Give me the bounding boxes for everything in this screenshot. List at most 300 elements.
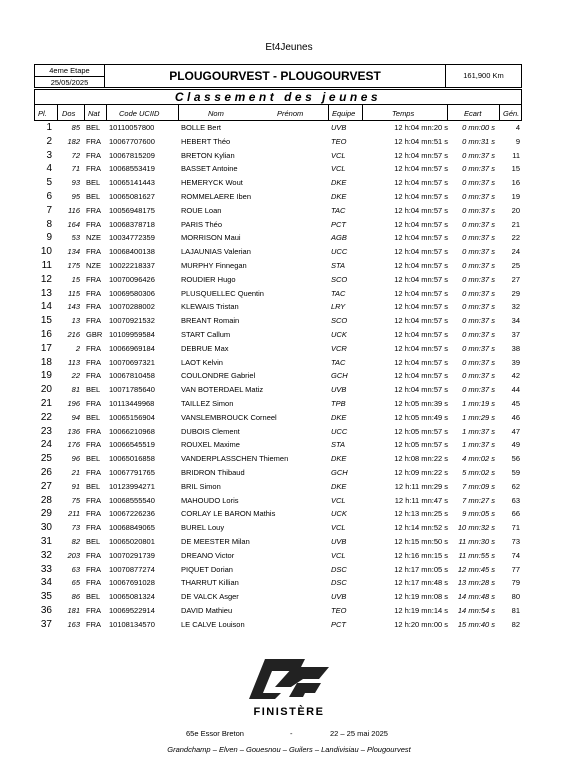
cell-equipe: PCT — [331, 619, 346, 629]
col-header-equipe: Equipe — [332, 109, 356, 118]
cell-uci: 10065081627 — [109, 192, 155, 201]
cell-dos: 81 — [71, 385, 80, 395]
cell-equipe: STA — [331, 440, 346, 450]
cell-ecart: 11 mn:30 s — [458, 537, 495, 546]
cell-pl: 35 — [40, 591, 52, 603]
cell-nom: LAOT Kelvin — [181, 357, 223, 367]
cell-temps: 12 h:04 mn:57 s — [394, 357, 448, 367]
cell-nat: BEL — [86, 123, 101, 132]
cell-dos: 176 — [67, 440, 80, 450]
cell-nom: DE MEESTER Milan — [181, 537, 250, 546]
cell-ecart: 0 mn:37 s — [462, 274, 495, 284]
table-row — [0, 245, 578, 259]
cell-equipe: STA — [331, 261, 346, 270]
table-row — [0, 618, 578, 632]
cell-ecart: 15 mn:40 s — [457, 619, 495, 629]
cell-dos: 94 — [71, 412, 80, 422]
cell-ecart: 11 mn:55 s — [458, 550, 495, 560]
cell-nat: FRA — [86, 606, 101, 615]
cell-nom: DAVID Mathieu — [181, 606, 233, 615]
cell-ecart: 0 mn:37 s — [462, 192, 495, 201]
cell-dos: 22 — [71, 371, 80, 381]
cell-gen: 19 — [511, 192, 520, 201]
stage-date: 25/05/2025 — [50, 78, 89, 87]
cell-gen: 42 — [511, 371, 520, 381]
cell-nat: BEL — [86, 385, 101, 395]
cell-uci: 10070291739 — [109, 550, 155, 560]
cell-nat: FRA — [86, 550, 101, 560]
table-row — [0, 300, 578, 314]
cell-gen: 59 — [511, 468, 520, 477]
cell-equipe: VCL — [331, 495, 346, 505]
cell-dos: 93 — [71, 178, 80, 188]
cell-uci: 10034772359 — [109, 233, 155, 243]
cell-nom: COULONDRE Gabriel — [181, 371, 256, 381]
cell-nom: DE VALCK Asger — [181, 592, 239, 602]
cell-gen: 71 — [511, 523, 520, 533]
cell-equipe: GCH — [331, 371, 348, 381]
stage-info — [35, 65, 105, 87]
cell-equipe: UVB — [331, 123, 347, 132]
cell-dos: 143 — [67, 302, 80, 312]
cell-uci: 10070921532 — [109, 316, 155, 326]
cell-gen: 74 — [511, 550, 520, 560]
cell-equipe: SCO — [331, 274, 348, 284]
cell-nat: FRA — [86, 136, 101, 146]
cell-pl: 22 — [40, 411, 52, 423]
cell-nat: FRA — [86, 357, 101, 367]
cell-nom: DEBRUE Max — [181, 343, 229, 353]
cell-gen: 49 — [511, 440, 520, 450]
cell-pl: 13 — [40, 287, 52, 299]
cell-gen: 34 — [511, 316, 520, 326]
cell-equipe: DKE — [331, 192, 347, 201]
cell-ecart: 0 mn:37 s — [462, 150, 495, 160]
cell-pl: 2 — [46, 135, 52, 147]
cell-temps: 12 h:04 mn:57 s — [394, 385, 448, 395]
cell-nom: LAJAUNIAS Valerian — [181, 247, 251, 257]
cell-nom: ROUXEL Maxime — [181, 440, 240, 450]
cell-pl: 12 — [40, 273, 52, 285]
cell-temps: 12 h:19 mn:08 s — [394, 592, 448, 602]
cell-dos: 164 — [67, 219, 80, 229]
table-row — [0, 425, 578, 439]
cell-temps: 12 h:16 mn:15 s — [394, 550, 448, 560]
cell-uci: 10070096426 — [109, 274, 155, 284]
cell-nat: NZE — [86, 233, 101, 243]
cell-pl: 8 — [46, 218, 52, 230]
cell-ecart: 0 mn:37 s — [462, 219, 495, 229]
cell-uci: 10065020801 — [109, 537, 155, 546]
table-row — [0, 231, 578, 245]
cell-gen: 62 — [511, 481, 520, 491]
cell-pl: 37 — [40, 618, 52, 630]
column-divider — [499, 105, 500, 120]
cell-temps: 12 h:04 mn:57 s — [394, 261, 448, 270]
cell-pl: 21 — [40, 398, 52, 409]
cell-uci: 10067815209 — [109, 150, 155, 160]
cell-uci: 10068553419 — [109, 164, 155, 174]
cell-temps: 12 h:05 mn:49 s — [394, 412, 448, 422]
cell-temps: 12 h:17 mn:48 s — [394, 578, 448, 588]
table-row — [0, 576, 578, 590]
cell-temps: 12 h:05 mn:57 s — [394, 440, 448, 450]
cell-uci: 10070288002 — [109, 302, 155, 312]
cell-equipe: VCL — [331, 523, 346, 533]
cell-temps: 12 h:05 mn:39 s — [394, 399, 448, 408]
cell-dos: 85 — [71, 123, 80, 132]
cell-equipe: DKE — [331, 412, 347, 422]
cell-temps: 12 h:04 mn:57 s — [394, 316, 448, 326]
cell-nat: FRA — [86, 274, 101, 284]
cell-temps: 12 h:04 mn:57 s — [394, 233, 448, 243]
table-row — [0, 273, 578, 287]
event-name: 65e Essor Breton — [186, 729, 244, 738]
cell-nom: ROUDIER Hugo — [181, 274, 236, 284]
cell-uci: 10068555540 — [109, 495, 155, 505]
cell-gen: 79 — [511, 578, 520, 588]
cell-nat: FRA — [86, 343, 101, 353]
cell-gen: 73 — [511, 537, 520, 546]
column-divider — [57, 105, 58, 120]
cell-ecart: 0 mn:37 s — [462, 357, 495, 367]
cell-equipe: TAC — [331, 205, 346, 215]
cell-equipe: VCR — [331, 343, 347, 353]
cell-temps: 12 h:04 mn:57 s — [394, 178, 448, 188]
cell-nom: THARRUT Killian — [181, 578, 239, 588]
cell-uci: 10067810458 — [109, 371, 155, 381]
cell-pl: 6 — [46, 191, 52, 202]
cell-pl: 23 — [40, 425, 52, 437]
cell-nom: BRIL Simon — [181, 481, 221, 491]
cell-nom: START Callum — [181, 330, 231, 339]
cell-pl: 9 — [46, 232, 52, 244]
cell-nat: FRA — [86, 205, 101, 215]
cell-gen: 16 — [511, 178, 520, 188]
cell-dos: 86 — [71, 592, 80, 602]
cell-uci: 10065141443 — [109, 178, 155, 188]
cell-dos: 71 — [71, 164, 80, 174]
cell-nom: VAN BOTERDAEL Matiz — [181, 385, 264, 395]
col-header-temps: Temps — [392, 109, 415, 118]
cell-uci: 10067691028 — [109, 578, 155, 588]
cell-dos: 53 — [71, 233, 80, 243]
cell-pl: 5 — [46, 177, 52, 189]
cell-ecart: 0 mn:37 s — [462, 205, 495, 215]
cell-temps: 12 h:04 mn:57 s — [394, 164, 448, 174]
column-divider — [328, 105, 329, 120]
cell-nat: FRA — [86, 247, 101, 257]
table-row — [0, 535, 578, 549]
column-divider — [362, 105, 363, 120]
cell-ecart: 10 mn:32 s — [457, 523, 495, 533]
cell-pl: 28 — [40, 494, 52, 506]
table-row — [0, 494, 578, 508]
cell-temps: 12 h:15 mn:50 s — [394, 537, 448, 546]
cell-uci: 10067226236 — [109, 509, 155, 519]
table-row — [0, 121, 578, 135]
cell-temps: 12 h:04 mn:57 s — [394, 205, 448, 215]
cell-temps: 12 h:04 mn:57 s — [394, 192, 448, 201]
cell-uci: 10069580306 — [109, 288, 155, 298]
cell-ecart: 0 mn:37 s — [462, 302, 495, 312]
cell-equipe: UCC — [331, 426, 348, 436]
table-row — [0, 176, 578, 190]
cell-dos: 63 — [71, 564, 80, 574]
cell-pl: 32 — [40, 549, 52, 561]
cell-dos: 181 — [67, 606, 80, 615]
cell-ecart: 14 mn:54 s — [457, 606, 495, 615]
cell-nat: BEL — [86, 454, 101, 464]
cell-dos: 73 — [71, 523, 80, 533]
cell-ecart: 0 mn:37 s — [462, 330, 495, 339]
cell-temps: 12 h:09 mn:22 s — [394, 468, 448, 477]
col-header-dos: Dos — [62, 109, 76, 118]
cell-uci: 10065156904 — [109, 412, 155, 422]
cell-ecart: 1 mn:19 s — [462, 399, 495, 408]
column-divider — [521, 105, 522, 120]
table-row — [0, 314, 578, 328]
cell-uci: 10068378718 — [109, 219, 155, 229]
cell-dos: 96 — [71, 454, 80, 464]
cell-dos: 196 — [67, 399, 80, 408]
cell-gen: 11 — [512, 150, 520, 160]
cell-temps: 12 h:04 mn:57 s — [394, 247, 448, 257]
cell-nom: DUBOIS Clement — [181, 426, 240, 436]
column-divider — [106, 105, 107, 120]
cell-pl: 1 — [46, 122, 52, 133]
cell-ecart: 0 mn:37 s — [462, 371, 495, 381]
cell-uci: 10065081324 — [109, 592, 155, 602]
table-row — [0, 342, 578, 356]
cell-gen: 9 — [515, 136, 520, 146]
cell-nat: FRA — [86, 164, 101, 174]
cell-nom: ROUE Loan — [181, 205, 222, 215]
cell-ecart: 0 mn:37 s — [462, 288, 495, 298]
cell-pl: 30 — [40, 522, 52, 534]
cell-nat: FRA — [86, 219, 101, 229]
cell-pl: 10 — [40, 246, 52, 258]
cell-gen: 66 — [511, 509, 520, 519]
cell-gen: 15 — [511, 164, 520, 174]
cell-nat: BEL — [86, 192, 101, 201]
cell-ecart: 7 mn:09 s — [462, 481, 495, 491]
document-title: Et4Jeunes — [265, 42, 313, 53]
cell-nom: HEMERYCK Wout — [181, 178, 243, 188]
cell-equipe: UCK — [331, 509, 347, 519]
table-row — [0, 452, 578, 466]
cell-ecart: 1 mn:29 s — [462, 412, 495, 422]
cell-gen: 24 — [511, 247, 520, 257]
table-row — [0, 383, 578, 397]
cell-equipe: UCK — [331, 330, 347, 339]
cell-pl: 15 — [40, 315, 52, 327]
cell-nom: ROMMELAERE Iben — [181, 192, 252, 201]
cell-dos: 136 — [67, 426, 80, 436]
cell-ecart: 0 mn:37 s — [462, 178, 495, 188]
cell-gen: 47 — [511, 426, 520, 436]
cell-uci: 10070697321 — [109, 357, 155, 367]
cell-equipe: DKE — [331, 178, 347, 188]
cell-nat: FRA — [86, 578, 101, 588]
cell-nom: BRIDRON Thibaud — [181, 468, 245, 477]
cell-temps: 12 h:11 mn:29 s — [394, 481, 448, 491]
cell-uci: 10022218337 — [109, 261, 155, 270]
cell-pl: 29 — [40, 508, 52, 520]
cell-nat: FRA — [86, 316, 101, 326]
cell-temps: 12 h:19 mn:14 s — [394, 606, 448, 615]
column-divider — [84, 105, 85, 120]
cell-gen: 25 — [511, 261, 520, 270]
cell-uci: 10066210968 — [109, 426, 155, 436]
cell-equipe: DSC — [331, 564, 347, 574]
cell-nat: FRA — [86, 619, 101, 629]
cell-temps: 12 h:20 mn:00 s — [394, 619, 448, 629]
cell-nom: HEBERT Théo — [181, 136, 231, 146]
cell-dos: 134 — [67, 247, 80, 257]
cell-equipe: DSC — [331, 578, 347, 588]
cell-nat: FRA — [86, 426, 101, 436]
cell-dos: 211 — [68, 509, 80, 519]
cell-uci: 10065016858 — [109, 454, 155, 464]
cell-ecart: 7 mn:27 s — [462, 495, 495, 505]
cell-ecart: 5 mn:02 s — [462, 468, 495, 477]
cell-nom: BOLLE Bert — [181, 123, 222, 132]
stage-header — [34, 64, 522, 88]
cell-nat: FRA — [86, 440, 101, 450]
cell-pl: 18 — [40, 356, 52, 368]
table-row — [0, 438, 578, 452]
cell-nat: FRA — [86, 288, 101, 298]
cell-pl: 33 — [40, 563, 52, 575]
cell-gen: 29 — [511, 288, 520, 298]
cell-uci: 10123994271 — [109, 481, 155, 491]
cell-pl: 16 — [40, 329, 52, 340]
cell-ecart: 0 mn:37 s — [462, 343, 495, 353]
cell-temps: 12 h:04 mn:20 s — [394, 123, 448, 132]
cell-gen: 82 — [511, 619, 520, 629]
cell-nat: FRA — [86, 150, 101, 160]
cell-ecart: 0 mn:31 s — [462, 136, 495, 146]
cell-equipe: UVB — [331, 537, 347, 546]
column-divider — [447, 105, 448, 120]
col-header-ecart: Ecart — [464, 109, 482, 118]
cell-ecart: 0 mn:37 s — [462, 233, 495, 243]
cell-gen: 45 — [511, 399, 520, 408]
cell-dos: 115 — [68, 288, 80, 298]
cell-dos: 13 — [71, 316, 80, 326]
sponsor-name: FINISTÈRE — [253, 706, 325, 718]
cell-nom: PARIS Théo — [181, 219, 222, 229]
cell-gen: 32 — [511, 302, 520, 312]
cell-gen: 21 — [511, 219, 520, 229]
cell-equipe: TPB — [331, 399, 346, 408]
table-row — [0, 521, 578, 535]
cell-nat: FRA — [86, 523, 101, 533]
cell-nat: FRA — [86, 302, 101, 312]
cell-equipe: PCT — [331, 219, 346, 229]
cell-nat: GBR — [86, 330, 103, 339]
cell-uci: 10066969184 — [109, 343, 155, 353]
cell-dos: 15 — [71, 274, 80, 284]
cell-pl: 3 — [46, 149, 52, 161]
cell-temps: 12 h:04 mn:51 s — [394, 136, 448, 146]
table-row — [0, 259, 578, 273]
cell-equipe: GCH — [331, 468, 348, 477]
cell-gen: 4 — [515, 123, 520, 132]
table-row — [0, 162, 578, 176]
cell-equipe: UVB — [331, 385, 347, 395]
cell-uci: 10068400138 — [109, 247, 155, 257]
cell-temps: 12 h:14 mn:52 s — [394, 523, 448, 533]
table-row — [0, 590, 578, 604]
cell-nom: CORLAY LE BARON Mathis — [181, 509, 276, 519]
cell-uci: 10070877274 — [109, 564, 155, 574]
cell-pl: 7 — [46, 204, 52, 216]
cell-dos: 113 — [68, 357, 80, 367]
cell-nat: BEL — [86, 412, 101, 422]
cell-equipe: DKE — [331, 454, 347, 464]
cell-pl: 17 — [40, 342, 52, 354]
cell-ecart: 14 mn:48 s — [457, 592, 495, 602]
table-row — [0, 149, 578, 163]
cell-uci: 10109959584 — [109, 330, 155, 339]
cell-ecart: 0 mn:37 s — [462, 385, 495, 395]
cell-equipe: DKE — [331, 481, 347, 491]
cell-pl: 19 — [40, 370, 52, 382]
cell-pl: 34 — [40, 577, 52, 589]
col-header-nom: Nom — [208, 109, 224, 118]
cell-dos: 21 — [71, 468, 80, 477]
cell-gen: 27 — [511, 274, 520, 284]
cell-temps: 12 h:11 mn:47 s — [394, 495, 448, 505]
cell-gen: 81 — [511, 606, 520, 615]
cell-ecart: 0 mn:37 s — [462, 316, 495, 326]
cell-dos: 91 — [71, 481, 80, 491]
column-divider — [34, 105, 35, 120]
cell-dos: 72 — [71, 150, 80, 160]
cell-nat: FRA — [86, 468, 101, 477]
cell-uci: 10067791765 — [109, 468, 155, 477]
cell-gen: 44 — [511, 385, 520, 395]
cell-equipe: UVB — [331, 592, 347, 602]
cell-nom: BASSET Antoine — [181, 164, 238, 174]
cell-temps: 12 h:04 mn:57 s — [394, 330, 448, 339]
table-row — [0, 218, 578, 232]
col-header-prenom: Prénom — [277, 109, 304, 118]
cell-gen: 80 — [511, 592, 520, 602]
col-header-nat: Nat — [88, 109, 100, 118]
cell-uci: 10067707600 — [109, 136, 155, 146]
cell-temps: 12 h:04 mn:57 s — [394, 371, 448, 381]
cell-uci: 10110057800 — [109, 123, 155, 132]
cell-nom: BRETON Kylian — [181, 150, 235, 160]
cell-dos: 65 — [71, 578, 80, 588]
table-row — [0, 507, 578, 521]
table-row — [0, 411, 578, 425]
ranking-title-box — [34, 89, 522, 105]
event-dates: 22 – 25 mai 2025 — [330, 729, 388, 738]
cell-pl: 27 — [40, 480, 52, 492]
col-header-gen: Gén. — [503, 109, 520, 118]
cell-nom: PIQUET Dorian — [181, 564, 233, 574]
cell-gen: 39 — [511, 357, 520, 367]
cell-nom: TAILLEZ Simon — [181, 399, 234, 408]
table-row — [0, 480, 578, 494]
stage-distance: 161,900 Km — [445, 65, 521, 87]
column-divider — [178, 105, 179, 120]
cell-dos: 182 — [67, 136, 80, 146]
